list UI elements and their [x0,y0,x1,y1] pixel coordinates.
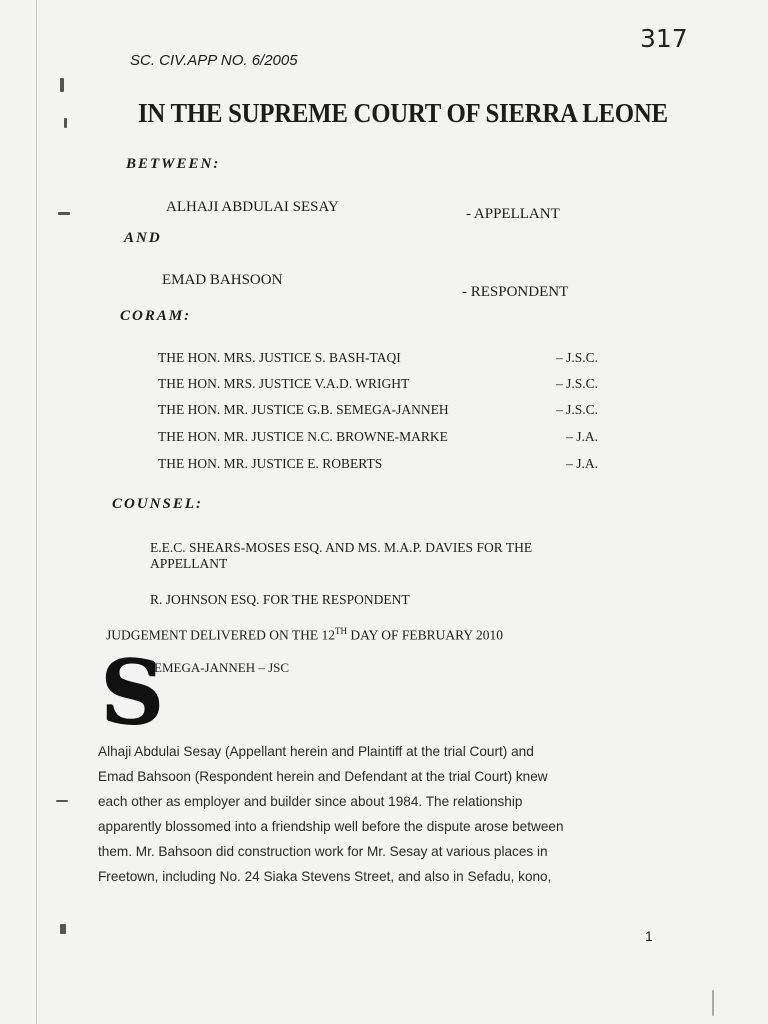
respondent-role: - RESPONDENT [462,284,569,300]
counsel-appellant-line1: E.E.C. SHEARS-MOSES ESQ. AND MS. M.A.P. DAVIES FOR THE [150,540,533,555]
scan-speck [58,212,70,215]
counsel-heading: COUNSEL: [112,496,204,512]
judge-name: THE HON. MRS. JUSTICE S. BASH-TAQI [158,350,401,365]
judgement-ordinal: TH [334,626,347,636]
between-heading: BETWEEN: [126,156,221,172]
body-line: each other as employer and builder since about 1984. The relationship [98,794,523,809]
counsel-respondent: R. JOHNSON ESQ. FOR THE RESPONDENT [150,592,410,607]
respondent-name: EMAD BAHSOON [162,272,283,288]
scan-speck [712,990,714,1016]
handwritten-page-number: 317 [640,24,688,53]
court-title: IN THE SUPREME COURT OF SIERRA LEONE [138,98,668,128]
judge-title: – J.S.C. [555,402,598,417]
author-drop-cap: S [100,640,164,744]
counsel-appellant-line2: APPELLANT [150,556,228,571]
judge-row [158,350,598,366]
judge-title: – J.S.C. [555,350,598,365]
and-heading: AND [124,230,162,246]
judge-row [158,402,598,418]
judge-row [158,429,598,445]
judge-title: – J.S.C. [555,376,598,391]
body-line: them. Mr. Bahsoon did construction work for Mr. Sesay at various places in [98,844,548,859]
judge-title: – J.A. [566,429,598,444]
coram-heading: CORAM: [120,308,192,324]
scan-speck [60,78,64,92]
scan-speck [56,800,68,802]
judge-title: – J.A. [566,456,598,471]
body-line: Freetown, including No. 24 Siaka Stevens Street, and also in Sefadu, kono, [98,869,552,884]
page-number: 1 [645,928,653,944]
judge-row [158,376,598,392]
scan-speck [64,118,67,128]
appellant-role: - APPELLANT [466,206,560,222]
judgement-prefix: JUDGEMENT DELIVERED ON THE 12 [106,627,335,643]
body-line: Alhaji Abdulai Sesay (Appellant herein and Plaintiff at the trial Court) and [98,744,534,759]
judge-row [158,456,598,472]
judgement-date-line [106,626,503,644]
scan-speck [60,924,66,934]
judge-name: THE HON. MR. JUSTICE G.B. SEMEGA-JANNEH [158,402,449,417]
body-line: Emad Bahsoon (Respondent herein and Defendant at the trial Court) knew [98,769,548,784]
case-number: SC. CIV.APP NO. 6/2005 [130,52,298,69]
body-line: apparently blossomed into a friendship well before the dispute arose between [98,819,564,834]
appellant-name: ALHAJI ABDULAI SESAY [166,199,339,215]
judgement-suffix: DAY OF FEBRUARY 2010 [346,627,504,643]
page-left-edge [36,0,37,1024]
author-name: EMEGA-JANNEH – JSC [154,660,290,675]
judge-name: THE HON. MR. JUSTICE N.C. BROWNE-MARKE [158,429,448,444]
judge-name: THE HON. MRS. JUSTICE V.A.D. WRIGHT [158,376,410,391]
judge-name: THE HON. MR. JUSTICE E. ROBERTS [158,456,383,471]
